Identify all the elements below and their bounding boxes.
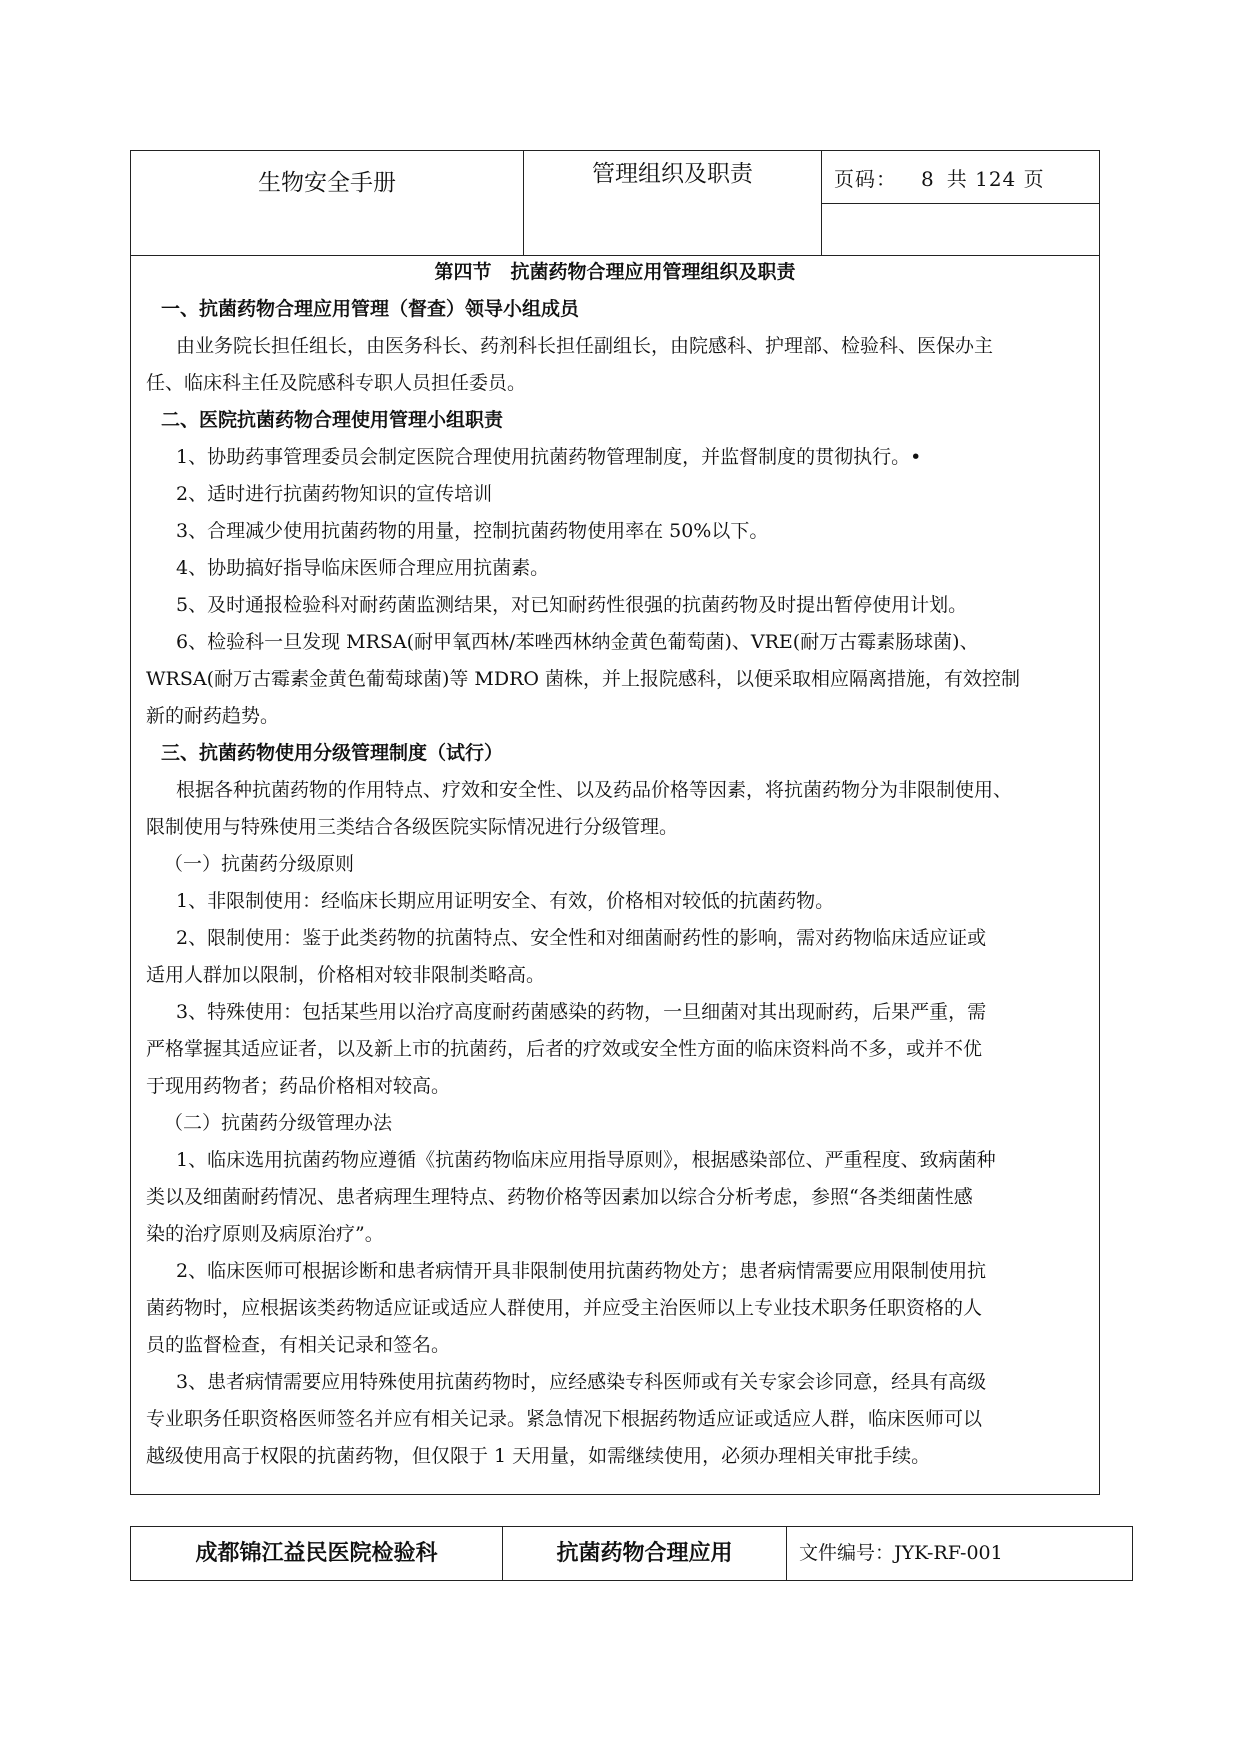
s3-body: 根据各种抗菌药物的作用特点、疗效和安全性、以及药品价格等因素，将抗菌药物分为非限制使用、 限制使用与特殊使用三类结合各级医院实际情况进行分级管理。 （一）抗菌药分级原则 1、非限制使用：经临床长期应用证明安全、有效，价格相对较低的抗菌药物。 2、限制使用：鉴于此类药物的抗菌特点、安全性和对细菌耐药性的影响，需对药物临床适应证或 适用人群加以限制，价格相对较非限制类略高。 3、特殊使用：包括某些用以治疗高度耐药菌感染的药物，一旦细菌对其出现耐药，后果严重，需 严格掌握其适应证者，以及新上市的抗菌药，后者的疗效或安全性方面的临床资料尚不多，或并不优 于现用药物者；药品价格相对较高。 （二）抗菌药分级管理办法 1、临床选用抗菌药物应遵循《抗菌药物临床应用指导原则》，根据感染部位、严重程度、致病菌种 类以及细菌耐药情况、患者病理生理特点、药物价格等因素加以综合分析考虑，参照“各类细菌性感 染的治疗原则及病原治疗”。 2、临床医师可根据诊断和患者病情开具非限制使用抗菌药物处方；患者病情需要应用限制使用抗 菌药物时，应根据该类药物适应证或适应人群使用，并应受主治医师以上专业技术职务任职资格的人 员的监督检查，有相关记录和签名。 3、患者病情需要应用特殊使用抗菌药物时，应经感染专科医师或有关专家会诊同意，经具有高级 专业职务任职资格医师签名并应有相关记录。紧急情况下根据药物适应证或适应人群，临床医师可以 越级使用高于权限的抗菌药物，但仅限于 1 天用量，如需继续使用，必须办理相关审批手续。 xyxy=(146,772,1096,1475)
s3-title: 三、抗菌药物使用分级管理制度（试行） xyxy=(161,742,504,764)
list-item: 6、检验科一旦发现 MRSA(耐甲氧西林/苯唑西林纳金黄色葡萄菌)、VRE(耐万古霉素肠球菌)、 xyxy=(176,631,979,653)
content-box xyxy=(130,255,1100,1495)
s2-list: 1、协助药事管理委员会制定医院合理使用抗菌药物管理制度，并监督制度的贯彻执行。• 2、适时进行抗菌药物知识的宣传培训 3、合理减少使用抗菌药物的用量，控制抗菌药物使用率在 50%以下。 4、协助搞好指导临床医师合理应用抗菌素。 5、及时通报检验科对耐药菌监测结果，对已知耐药性很强的抗菌药物及时提出暂停使用计划。 6、检验科一旦发现 MRSA(耐甲氧西林/苯唑西林纳金黄色葡萄菌)、VRE(耐万古霉素肠球菌)、 WRSA(耐万古霉素金黄色葡萄球菌)等 MDRO 菌株，并上报院感科，以便采取相应隔离措施，有效控制 新的耐药趋势。 xyxy=(146,439,1096,735)
list-item: 1、临床选用抗菌药物应遵循《抗菌药物临床应用指导原则》，根据感染部位、严重程度、致病菌种 xyxy=(176,1149,996,1171)
list-item: 1、协助药事管理委员会制定医院合理使用抗菌药物管理制度，并监督制度的贯彻执行。• xyxy=(176,446,922,468)
s1-title: 一、抗菌药物合理应用管理（督查）领导小组成员 xyxy=(161,298,580,320)
list-item: 4、协助搞好指导临床医师合理应用抗菌素。 xyxy=(176,557,550,579)
section-title: 管理组织及职责 xyxy=(524,151,822,255)
document-footer-table xyxy=(130,1526,1133,1581)
section-heading: 第四节 抗菌药物合理应用管理组织及职责 xyxy=(434,261,796,283)
list-item: 3、合理减少使用抗菌药物的用量，控制抗菌药物使用率在 50%以下。 xyxy=(176,520,769,542)
document-header-table xyxy=(130,150,1100,256)
s2-title: 二、医院抗菌药物合理使用管理小组职责 xyxy=(161,409,504,431)
footer-topic: 抗菌药物合理应用 xyxy=(503,1527,787,1580)
list-item: 1、非限制使用：经临床长期应用证明安全、有效，价格相对较低的抗菌药物。 xyxy=(176,890,835,912)
list-item: 2、临床医师可根据诊断和患者病情开具非限制使用抗菌药物处方；患者病情需要应用限制使用抗 xyxy=(176,1260,987,1282)
list-item: 3、患者病情需要应用特殊使用抗菌药物时，应经感染专科医师或有关专家会诊同意，经具有高级 xyxy=(176,1371,987,1393)
footer-doc-number: 文件编号：JYK-RF-001 xyxy=(799,1542,1003,1564)
page-number: 8 xyxy=(921,167,935,191)
subheading: （一）抗菌药分级原则 xyxy=(164,853,355,875)
s1-paragraph: 由业务院长担任组长，由医务科长、药剂科长担任副组长，由院感科、护理部、检验科、医保办主 任、临床科主任及院感科专职人员担任委员。 xyxy=(146,335,994,394)
list-item: 2、适时进行抗菌药物知识的宣传培训 xyxy=(176,483,493,505)
manual-title: 生物安全手册 xyxy=(131,151,524,255)
page-total: 共 124 页 xyxy=(946,167,1045,191)
footer-org: 成都锦江益民医院检验科 xyxy=(131,1527,503,1580)
list-item: 5、及时通报检验科对耐药菌监测结果，对已知耐药性很强的抗菌药物及时提出暂停使用计划。 xyxy=(176,594,968,616)
list-item: 3、特殊使用：包括某些用以治疗高度耐药菌感染的药物，一旦细菌对其出现耐药，后果严重，需 xyxy=(176,1001,987,1023)
subheading: （二）抗菌药分级管理办法 xyxy=(164,1112,393,1134)
page-info xyxy=(822,151,1099,204)
list-item: 2、限制使用：鉴于此类药物的抗菌特点、安全性和对细菌耐药性的影响，需对药物临床适应证或 xyxy=(176,927,987,949)
page-label: 页码： xyxy=(834,167,897,191)
